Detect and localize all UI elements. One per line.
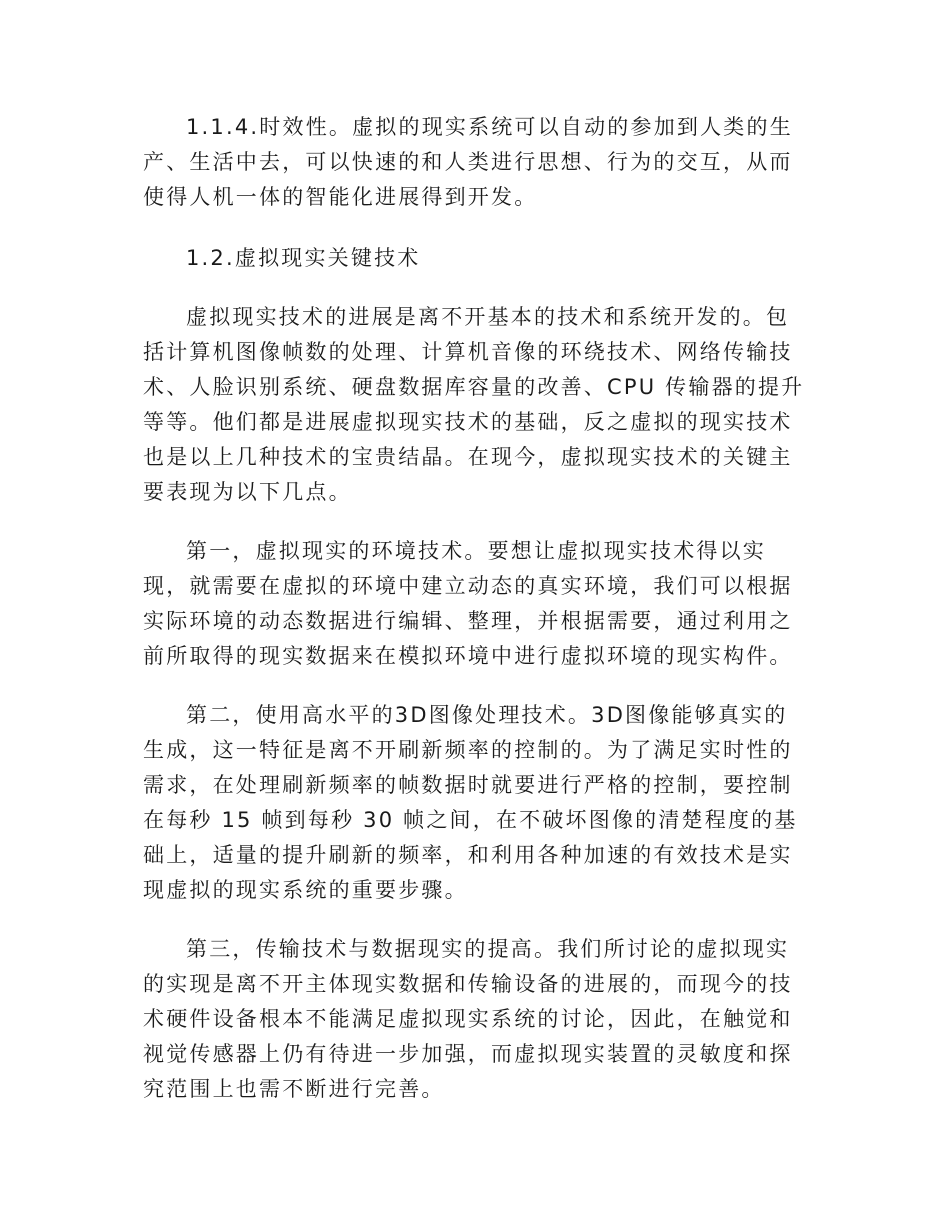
section-heading-key-technologies: 1.2.虚拟现实关键技术 <box>186 246 421 270</box>
paragraph-first-environment-technology: 第一，虚拟现实的环境技术。要想让虚拟现实技术得以实现，就需要在虚拟的环境中建立动态的真实环境，我们可以根据实际环境的动态数据进行编辑、整理，并根据需要，通过利用之前所取得的现实数据来在模拟环境中进行虚拟环境的现实构件。 <box>143 539 793 668</box>
paragraph-second-3d-image-processing: 第二，使用高水平的3D图像处理技术。3D图像能够真实的生成，这一特征是离不开刷新频率的控制的。为了满足实时性的需求，在处理刷新频率的帧数据时就要进行严格的控制，要控制在每秒 15 帧到每秒 30 帧之间，在不破坏图像的清楚程度的基础上，适量的提升刷新的频率，和利用各种加速的有效技术是实现虚拟的现实系统的重要步骤。 <box>143 703 798 902</box>
paragraph-intro-key-technologies: 虚拟现实技术的进展是离不开基本的技术和系统开发的。包括计算机图像帧数的处理、计算机音像的环绕技术、网络传输技术、人脸识别系统、硬盘数据库容量的改善、CPU 传输器的提升等等。他们都是进展虚拟现实技术的基础，反之虚拟的现实技术也是以上几种技术的宝贵结晶。在现今，虚拟现实技术的关键主要表现为以下几点。 <box>143 305 805 504</box>
paragraph-third-transmission-technology: 第三，传输技术与数据现实的提高。我们所讨论的虚拟现实的实现是离不开主体现实数据和传输设备的进展的，而现今的技术硬件设备根本不能满足虚拟现实系统的讨论，因此，在触觉和视觉传感器上仍有待进一步加强，而虚拟现实装置的灵敏度和探究范围上也需不断进行完善。 <box>143 937 793 1101</box>
paragraph-timeliness: 1.1.4.时效性。虚拟的现实系统可以自动的参加到人类的生产、生活中去，可以快速的和人类进行思想、行为的交互，从而使得人机一体的智能化进展得到开发。 <box>143 115 793 209</box>
